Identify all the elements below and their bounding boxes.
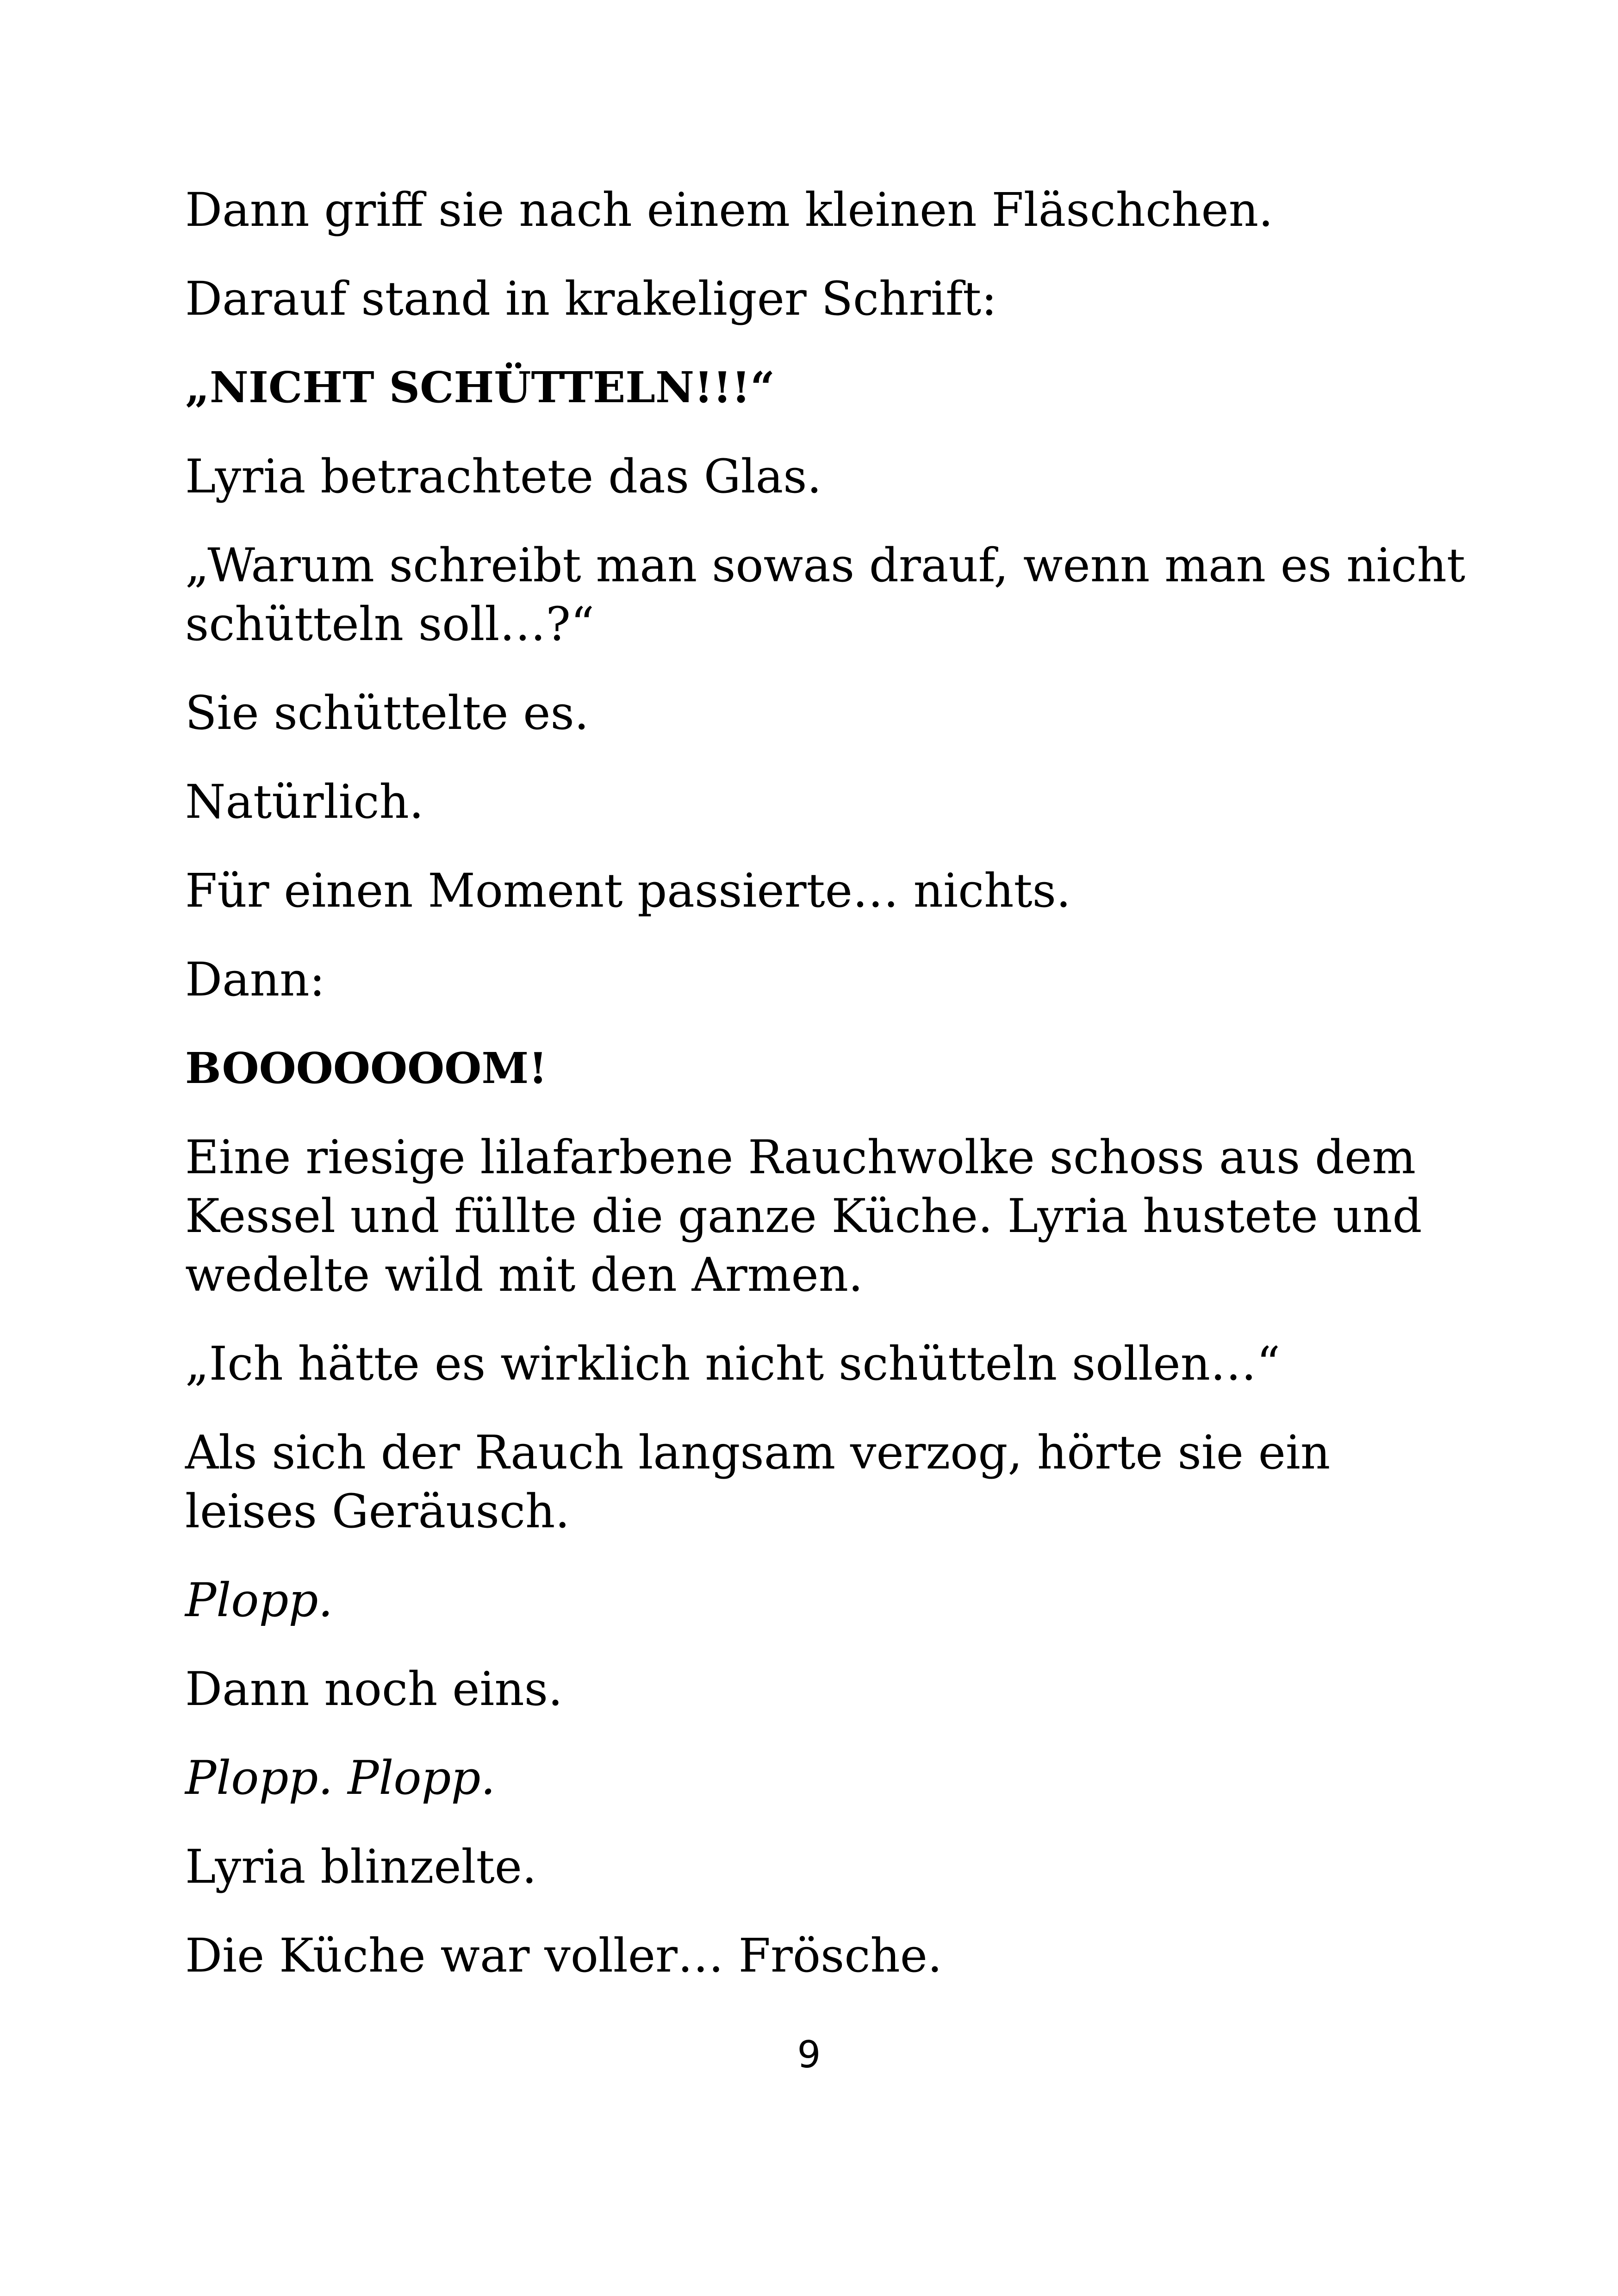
dialogue-paragraph: „Ich hätte es wirklich nicht schütteln sollen…“ xyxy=(185,1337,1281,1391)
emphasis-heading: „NICHT SCHÜTTELN!!!“ xyxy=(185,362,775,412)
paragraph: Sie schüttelte es. xyxy=(185,686,589,740)
paragraph: Dann noch eins. xyxy=(185,1662,563,1716)
paragraph: Lyria betrachtete das Glas. xyxy=(185,449,822,504)
paragraph: Dann: xyxy=(185,952,325,1007)
sound-effect-italic: Plopp. Plopp. xyxy=(185,1751,496,1805)
paragraph: Lyria blinzelte. xyxy=(185,1840,537,1894)
paragraph: Für einen Moment passierte… nichts. xyxy=(185,864,1071,918)
paragraph: Als sich der Rauch langsam verzog, hörte sie ein leises Geräusch. xyxy=(185,1425,1331,1538)
body-text xyxy=(185,180,1472,2015)
sound-effect-heading: BOOOOOOOM! xyxy=(185,1043,548,1093)
paragraph: Darauf stand in krakeliger Schrift: xyxy=(185,272,997,326)
paragraph: Eine riesige lilafarbene Rauchwolke schoss aus dem Kessel und füllte die ganze Küche. Lyria hustete und wedelte wild mit den Armen. xyxy=(185,1130,1422,1302)
page-number: 9 xyxy=(797,2033,821,2076)
paragraph: Dann griff sie nach einem kleinen Fläschchen. xyxy=(185,183,1273,237)
dialogue-paragraph: „Warum schreibt man sowas drauf, wenn man es nicht schütteln soll…?“ xyxy=(185,538,1466,651)
paragraph: Natürlich. xyxy=(185,775,424,829)
paragraph: Die Küche war voller… Frösche. xyxy=(185,1929,942,1983)
sound-effect-italic: Plopp. xyxy=(185,1573,333,1627)
